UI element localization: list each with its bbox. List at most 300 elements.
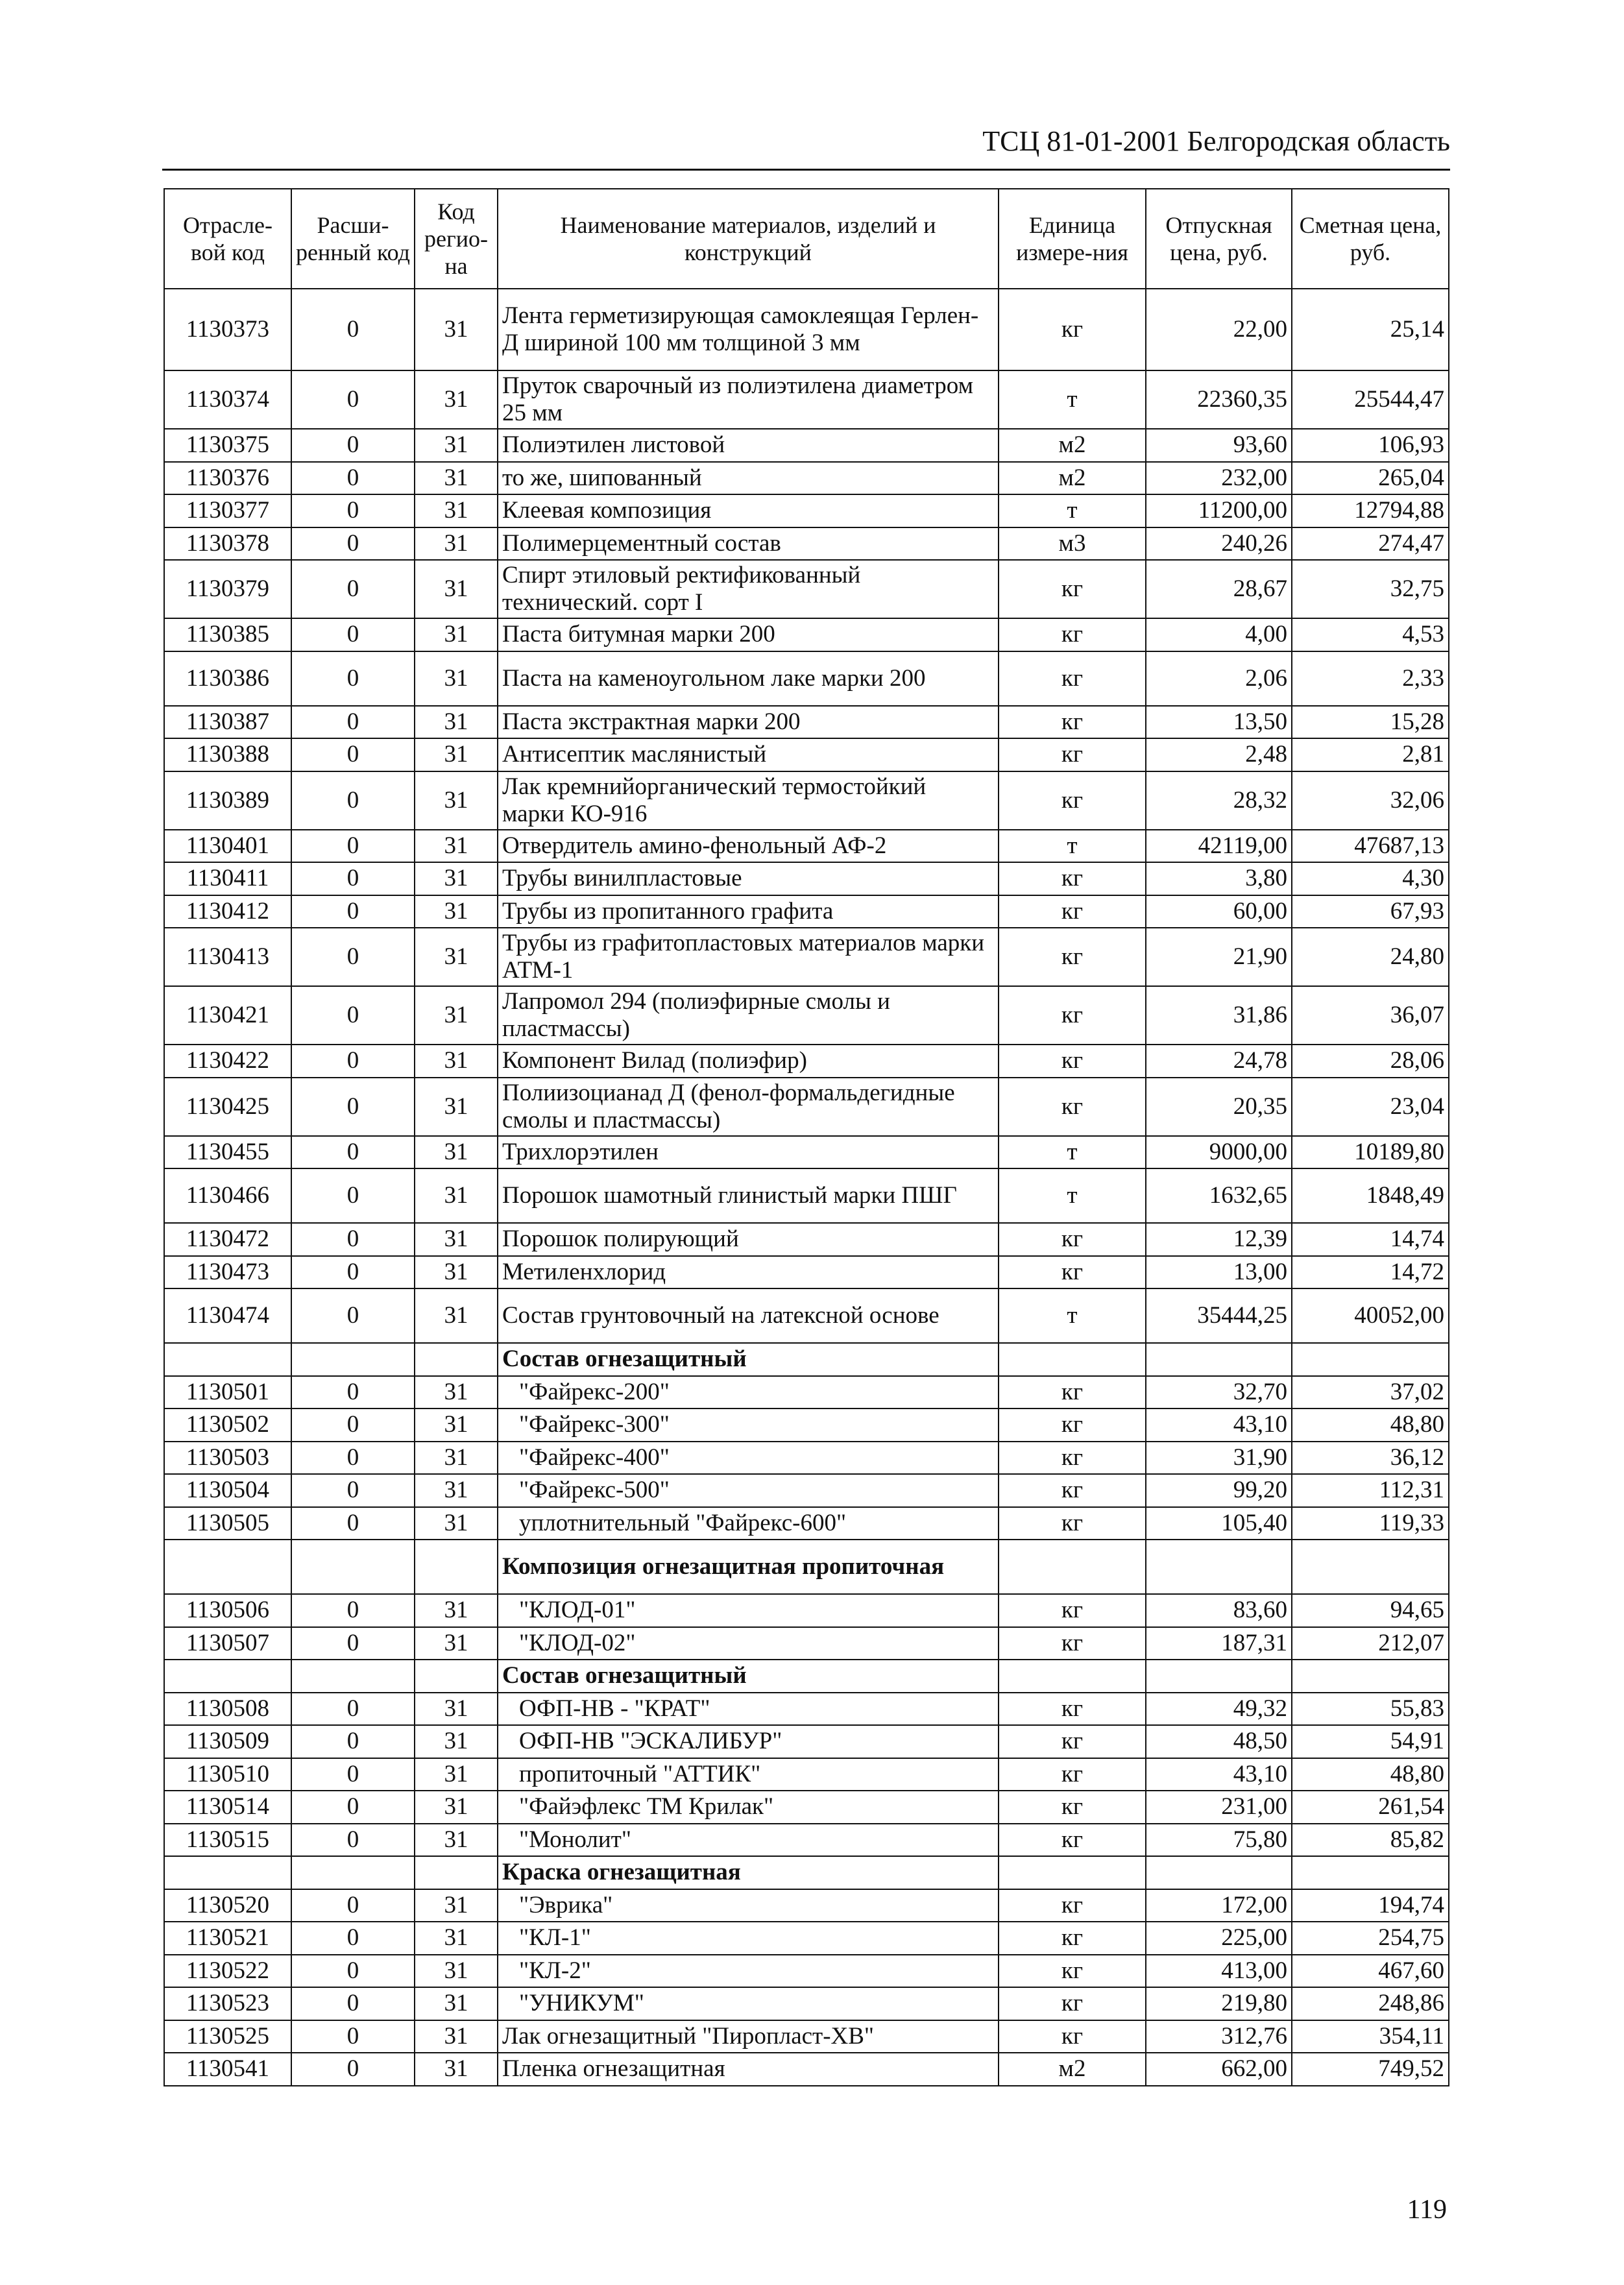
cell-ext: 0: [291, 2020, 415, 2053]
table-row: [164, 986, 1449, 1045]
cell-ext: 0: [291, 862, 415, 895]
cell-estimate-price: 25,14: [1292, 289, 1449, 370]
cell-code: 1130378: [164, 527, 291, 561]
cell-estimate-price: 14,74: [1292, 1223, 1449, 1256]
table-row: [164, 1168, 1449, 1223]
cell-release-price: 4,00: [1146, 618, 1292, 651]
table-row: [164, 494, 1449, 527]
cell-region: 31: [415, 618, 498, 651]
table-row: [164, 2053, 1449, 2086]
cell-estimate-price: 749,52: [1292, 2053, 1449, 2086]
cell-code: 1130502: [164, 1408, 291, 1442]
cell-ext: 0: [291, 1045, 415, 1078]
cell-ext: 0: [291, 462, 415, 495]
table-row: [164, 2020, 1449, 2053]
cell-unit: кг: [999, 289, 1146, 370]
table-row: [164, 1442, 1449, 1475]
cell-unit: кг: [999, 1725, 1146, 1758]
cell-code: 1130377: [164, 494, 291, 527]
cell-release-price: 231,00: [1146, 1791, 1292, 1824]
group-heading-row: [164, 1343, 1449, 1376]
cell-name: Краска огнезащитная: [498, 1856, 999, 1889]
cell-unit: т: [999, 1168, 1146, 1223]
cell-ext: 0: [291, 429, 415, 462]
cell-unit: кг: [999, 1442, 1146, 1475]
page-number: 119: [1407, 2195, 1447, 2225]
cell-estimate-price: 55,83: [1292, 1693, 1449, 1726]
cell-estimate-price: 25544,47: [1292, 370, 1449, 429]
cell-ext: 0: [291, 738, 415, 771]
cell-release-price: 219,80: [1146, 1987, 1292, 2020]
cell-ext: 0: [291, 1987, 415, 2020]
cell-code: 1130509: [164, 1725, 291, 1758]
cell-code: 1130504: [164, 1474, 291, 1507]
cell-ext: 0: [291, 986, 415, 1045]
col-header-region: Код регио-на: [415, 189, 498, 289]
cell-code: 1130473: [164, 1256, 291, 1289]
cell-release-price: 413,00: [1146, 1955, 1292, 1988]
cell-release-price: 93,60: [1146, 429, 1292, 462]
cell-name: "Файрекс-200": [498, 1376, 999, 1409]
cell-estimate-price: [1292, 1343, 1449, 1376]
cell-code: 1130401: [164, 830, 291, 863]
cell-unit: кг: [999, 2020, 1146, 2053]
cell-ext: 0: [291, 560, 415, 618]
cell-release-price: 3,80: [1146, 862, 1292, 895]
cell-code: 1130455: [164, 1136, 291, 1169]
cell-ext: 0: [291, 1408, 415, 1442]
cell-release-price: 11200,00: [1146, 494, 1292, 527]
cell-name: Композиция огнезащитная пропиточная: [498, 1540, 999, 1594]
cell-name: Клеевая композиция: [498, 494, 999, 527]
cell-ext: [291, 1856, 415, 1889]
cell-region: 31: [415, 1507, 498, 1540]
cell-name: ОФП-НВ - "КРАТ": [498, 1693, 999, 1726]
cell-estimate-price: [1292, 1540, 1449, 1594]
cell-region: 31: [415, 1824, 498, 1857]
cell-code: 1130507: [164, 1627, 291, 1660]
col-header-ext: Расши-ренный код: [291, 189, 415, 289]
cell-code: 1130523: [164, 1987, 291, 2020]
cell-code: 1130520: [164, 1889, 291, 1922]
cell-ext: [291, 1660, 415, 1693]
cell-ext: 0: [291, 1168, 415, 1223]
table-row: [164, 1594, 1449, 1627]
table-body: [164, 289, 1449, 2086]
cell-release-price: 28,67: [1146, 560, 1292, 618]
cell-release-price: 2,06: [1146, 651, 1292, 706]
cell-ext: 0: [291, 706, 415, 739]
page-header-title: ТСЦ 81-01-2001 Белгородская область: [982, 125, 1450, 157]
cell-name: уплотнительный "Файрекс-600": [498, 1507, 999, 1540]
cell-release-price: 225,00: [1146, 1922, 1292, 1955]
cell-region: 31: [415, 738, 498, 771]
table-row: [164, 1474, 1449, 1507]
cell-region: 31: [415, 771, 498, 830]
cell-estimate-price: 12794,88: [1292, 494, 1449, 527]
table-row: [164, 1987, 1449, 2020]
cell-ext: 0: [291, 289, 415, 370]
cell-unit: кг: [999, 738, 1146, 771]
cell-ext: 0: [291, 2053, 415, 2086]
cell-release-price: [1146, 1540, 1292, 1594]
table-row: [164, 527, 1449, 561]
cell-estimate-price: 85,82: [1292, 1824, 1449, 1857]
cell-release-price: [1146, 1660, 1292, 1693]
cell-unit: кг: [999, 1045, 1146, 1078]
table-row: [164, 1693, 1449, 1726]
table-row: [164, 928, 1449, 986]
cell-estimate-price: 274,47: [1292, 527, 1449, 561]
table-row: [164, 1078, 1449, 1136]
cell-release-price: 172,00: [1146, 1889, 1292, 1922]
cell-name: Паста на каменоугольном лаке марки 200: [498, 651, 999, 706]
cell-release-price: 42119,00: [1146, 830, 1292, 863]
cell-unit: кг: [999, 1955, 1146, 1988]
cell-unit: т: [999, 1136, 1146, 1169]
cell-code: 1130425: [164, 1078, 291, 1136]
cell-ext: 0: [291, 1136, 415, 1169]
cell-release-price: 22,00: [1146, 289, 1292, 370]
table-row: [164, 1922, 1449, 1955]
col-header-estimate-price: Сметная цена, руб.: [1292, 189, 1449, 289]
cell-estimate-price: 14,72: [1292, 1256, 1449, 1289]
cell-name: Спирт этиловый ректификованный технический. сорт I: [498, 560, 999, 618]
col-header-unit: Единица измере-ния: [999, 189, 1146, 289]
cell-code: 1130412: [164, 895, 291, 928]
table-row: [164, 1627, 1449, 1660]
table-row: [164, 1758, 1449, 1791]
cell-release-price: 662,00: [1146, 2053, 1292, 2086]
cell-estimate-price: 4,30: [1292, 862, 1449, 895]
cell-unit: м3: [999, 527, 1146, 561]
cell-region: 31: [415, 494, 498, 527]
cell-code: 1130386: [164, 651, 291, 706]
cell-name: "УНИКУМ": [498, 1987, 999, 2020]
cell-region: 31: [415, 462, 498, 495]
table-row: [164, 1288, 1449, 1343]
cell-release-price: 49,32: [1146, 1693, 1292, 1726]
cell-name: Метиленхлорид: [498, 1256, 999, 1289]
cell-ext: 0: [291, 1507, 415, 1540]
table-row: [164, 1507, 1449, 1540]
cell-region: 31: [415, 560, 498, 618]
cell-estimate-price: 15,28: [1292, 706, 1449, 739]
cell-unit: кг: [999, 1889, 1146, 1922]
cell-code: 1130515: [164, 1824, 291, 1857]
cell-region: 31: [415, 1987, 498, 2020]
cell-name: Трубы из графитопластовых материалов марки АТМ-1: [498, 928, 999, 986]
cell-unit: кг: [999, 1408, 1146, 1442]
cell-region: 31: [415, 1627, 498, 1660]
cell-name: "Эврика": [498, 1889, 999, 1922]
cell-region: 31: [415, 1376, 498, 1409]
group-heading-row: [164, 1856, 1449, 1889]
cell-ext: 0: [291, 830, 415, 863]
table-row: [164, 1223, 1449, 1256]
cell-estimate-price: 32,75: [1292, 560, 1449, 618]
header-rule: [162, 169, 1450, 171]
cell-region: 31: [415, 527, 498, 561]
cell-release-price: 99,20: [1146, 1474, 1292, 1507]
cell-estimate-price: 23,04: [1292, 1078, 1449, 1136]
table-row: [164, 1955, 1449, 1988]
cell-name: "КЛ-2": [498, 1955, 999, 1988]
cell-region: 31: [415, 1474, 498, 1507]
cell-unit: [999, 1856, 1146, 1889]
table-row: [164, 1136, 1449, 1169]
cell-estimate-price: 212,07: [1292, 1627, 1449, 1660]
cell-unit: кг: [999, 1078, 1146, 1136]
cell-estimate-price: 48,80: [1292, 1408, 1449, 1442]
cell-name: "Файэфлекс ТМ Крилак": [498, 1791, 999, 1824]
table-row: [164, 651, 1449, 706]
cell-name: Состав огнезащитный: [498, 1660, 999, 1693]
cell-code: 1130472: [164, 1223, 291, 1256]
cell-unit: кг: [999, 706, 1146, 739]
table-row: [164, 1791, 1449, 1824]
cell-code: 1130376: [164, 462, 291, 495]
cell-name: "КЛОД-01": [498, 1594, 999, 1627]
cell-unit: кг: [999, 1791, 1146, 1824]
cell-release-price: 232,00: [1146, 462, 1292, 495]
cell-estimate-price: 37,02: [1292, 1376, 1449, 1409]
cell-region: 31: [415, 1889, 498, 1922]
cell-ext: 0: [291, 527, 415, 561]
cell-unit: кг: [999, 651, 1146, 706]
cell-ext: 0: [291, 1824, 415, 1857]
cell-ext: 0: [291, 1376, 415, 1409]
cell-region: 31: [415, 2053, 498, 2086]
cell-name: Паста битумная марки 200: [498, 618, 999, 651]
cell-estimate-price: 194,74: [1292, 1889, 1449, 1922]
cell-name: Трихлорэтилен: [498, 1136, 999, 1169]
cell-ext: [291, 1343, 415, 1376]
cell-name: Антисептик маслянистый: [498, 738, 999, 771]
cell-region: 31: [415, 2020, 498, 2053]
cell-release-price: 20,35: [1146, 1078, 1292, 1136]
cell-ext: 0: [291, 1442, 415, 1475]
col-header-code: Отрасле-вой код: [164, 189, 291, 289]
cell-name: Пленка огнезащитная: [498, 2053, 999, 2086]
cell-ext: 0: [291, 1288, 415, 1343]
cell-region: 31: [415, 928, 498, 986]
cell-region: 31: [415, 1045, 498, 1078]
group-heading-row: [164, 1540, 1449, 1594]
cell-estimate-price: 67,93: [1292, 895, 1449, 928]
cell-estimate-price: 1848,49: [1292, 1168, 1449, 1223]
cell-code: 1130466: [164, 1168, 291, 1223]
cell-name: Лак кремнийорганический термостойкий марки КО-916: [498, 771, 999, 830]
cell-name: ОФП-НВ "ЭСКАЛИБУР": [498, 1725, 999, 1758]
cell-unit: кг: [999, 1594, 1146, 1627]
table-row: [164, 370, 1449, 429]
cell-unit: т: [999, 370, 1146, 429]
cell-unit: [999, 1540, 1146, 1594]
table-row: [164, 1725, 1449, 1758]
cell-code: 1130413: [164, 928, 291, 986]
cell-code: 1130503: [164, 1442, 291, 1475]
cell-region: 31: [415, 1256, 498, 1289]
cell-unit: кг: [999, 986, 1146, 1045]
cell-region: 31: [415, 1594, 498, 1627]
cell-estimate-price: [1292, 1660, 1449, 1693]
cell-release-price: 43,10: [1146, 1758, 1292, 1791]
table-row: [164, 895, 1449, 928]
cell-ext: 0: [291, 1474, 415, 1507]
cell-region: 31: [415, 1408, 498, 1442]
cell-unit: кг: [999, 1256, 1146, 1289]
cell-release-price: 35444,25: [1146, 1288, 1292, 1343]
cell-unit: кг: [999, 618, 1146, 651]
cell-ext: 0: [291, 1594, 415, 1627]
cell-code: 1130411: [164, 862, 291, 895]
cell-code: 1130373: [164, 289, 291, 370]
cell-estimate-price: 261,54: [1292, 1791, 1449, 1824]
cell-release-price: 12,39: [1146, 1223, 1292, 1256]
cell-code: 1130374: [164, 370, 291, 429]
cell-code: 1130501: [164, 1376, 291, 1409]
cell-ext: 0: [291, 1922, 415, 1955]
cell-code: 1130505: [164, 1507, 291, 1540]
cell-region: 31: [415, 1693, 498, 1726]
cell-estimate-price: 254,75: [1292, 1922, 1449, 1955]
cell-region: [415, 1343, 498, 1376]
cell-code: 1130422: [164, 1045, 291, 1078]
table-row: [164, 706, 1449, 739]
cell-ext: 0: [291, 618, 415, 651]
cell-name: Полиизоцианад Д (фенол-формальдегидные смолы и пластмассы): [498, 1078, 999, 1136]
cell-ext: 0: [291, 651, 415, 706]
cell-estimate-price: 40052,00: [1292, 1288, 1449, 1343]
cell-region: 31: [415, 1223, 498, 1256]
cell-unit: кг: [999, 1693, 1146, 1726]
cell-code: 1130506: [164, 1594, 291, 1627]
cell-unit: кг: [999, 928, 1146, 986]
cell-region: 31: [415, 706, 498, 739]
cell-name: Состав грунтовочный на латексной основе: [498, 1288, 999, 1343]
cell-name: Лента герметизирующая самоклеящая Герлен-Д шириной 100 мм толщиной 3 мм: [498, 289, 999, 370]
cell-estimate-price: 4,53: [1292, 618, 1449, 651]
cell-region: 31: [415, 862, 498, 895]
cell-estimate-price: 112,31: [1292, 1474, 1449, 1507]
cell-release-price: [1146, 1343, 1292, 1376]
cell-unit: кг: [999, 1223, 1146, 1256]
cell-code: 1130522: [164, 1955, 291, 1988]
cell-region: 31: [415, 1955, 498, 1988]
cell-unit: т: [999, 494, 1146, 527]
cell-unit: кг: [999, 1376, 1146, 1409]
cell-name: то же, шипованный: [498, 462, 999, 495]
cell-release-price: 31,90: [1146, 1442, 1292, 1475]
cell-estimate-price: 24,80: [1292, 928, 1449, 986]
cell-code: 1130514: [164, 1791, 291, 1824]
table-row: [164, 1376, 1449, 1409]
cell-code: [164, 1856, 291, 1889]
cell-estimate-price: 47687,13: [1292, 830, 1449, 863]
cell-release-price: 22360,35: [1146, 370, 1292, 429]
cell-code: 1130525: [164, 2020, 291, 2053]
cell-code: [164, 1540, 291, 1594]
cell-estimate-price: 10189,80: [1292, 1136, 1449, 1169]
cell-name: Порошок полирующий: [498, 1223, 999, 1256]
cell-release-price: 32,70: [1146, 1376, 1292, 1409]
cell-estimate-price: 36,12: [1292, 1442, 1449, 1475]
cell-unit: кг: [999, 1922, 1146, 1955]
cell-release-price: 13,50: [1146, 706, 1292, 739]
cell-region: 31: [415, 830, 498, 863]
cell-name: "Файрекс-300": [498, 1408, 999, 1442]
cell-estimate-price: [1292, 1856, 1449, 1889]
cell-unit: т: [999, 830, 1146, 863]
cell-ext: 0: [291, 1693, 415, 1726]
cell-release-price: 240,26: [1146, 527, 1292, 561]
cell-ext: 0: [291, 1791, 415, 1824]
cell-name: Компонент Вилад (полиэфир): [498, 1045, 999, 1078]
cell-estimate-price: 265,04: [1292, 462, 1449, 495]
cell-region: 31: [415, 1758, 498, 1791]
cell-estimate-price: 106,93: [1292, 429, 1449, 462]
table-row: [164, 1889, 1449, 1922]
cell-region: 31: [415, 895, 498, 928]
cell-release-price: 9000,00: [1146, 1136, 1292, 1169]
cell-code: 1130421: [164, 986, 291, 1045]
cell-estimate-price: 248,86: [1292, 1987, 1449, 2020]
cell-ext: 0: [291, 1955, 415, 1988]
cell-unit: кг: [999, 862, 1146, 895]
cell-unit: кг: [999, 1627, 1146, 1660]
table-row: [164, 862, 1449, 895]
col-header-release-price: Отпускная цена, руб.: [1146, 189, 1292, 289]
cell-release-price: 31,86: [1146, 986, 1292, 1045]
cell-unit: [999, 1343, 1146, 1376]
cell-name: "Файрекс-500": [498, 1474, 999, 1507]
cell-region: 31: [415, 1136, 498, 1169]
cell-release-price: 75,80: [1146, 1824, 1292, 1857]
cell-ext: 0: [291, 494, 415, 527]
cell-region: 31: [415, 370, 498, 429]
table-row: [164, 462, 1449, 495]
cell-region: 31: [415, 1288, 498, 1343]
cell-release-price: 48,50: [1146, 1725, 1292, 1758]
cell-ext: 0: [291, 1256, 415, 1289]
cell-estimate-price: 54,91: [1292, 1725, 1449, 1758]
cell-region: 31: [415, 1442, 498, 1475]
cell-ext: 0: [291, 771, 415, 830]
cell-release-price: [1146, 1856, 1292, 1889]
cell-code: 1130474: [164, 1288, 291, 1343]
cell-ext: 0: [291, 1725, 415, 1758]
cell-code: 1130385: [164, 618, 291, 651]
cell-unit: кг: [999, 895, 1146, 928]
cell-estimate-price: 28,06: [1292, 1045, 1449, 1078]
cell-code: 1130388: [164, 738, 291, 771]
table-row: [164, 830, 1449, 863]
cell-ext: 0: [291, 370, 415, 429]
cell-name: Полимерцементный состав: [498, 527, 999, 561]
cell-release-price: 24,78: [1146, 1045, 1292, 1078]
cell-region: 31: [415, 1922, 498, 1955]
cell-code: 1130510: [164, 1758, 291, 1791]
cell-estimate-price: 36,07: [1292, 986, 1449, 1045]
cell-estimate-price: 354,11: [1292, 2020, 1449, 2053]
cell-region: 31: [415, 289, 498, 370]
table-row: [164, 560, 1449, 618]
cell-name: Полиэтилен листовой: [498, 429, 999, 462]
cell-ext: 0: [291, 1758, 415, 1791]
cell-name: "Файрекс-400": [498, 1442, 999, 1475]
cell-release-price: 13,00: [1146, 1256, 1292, 1289]
